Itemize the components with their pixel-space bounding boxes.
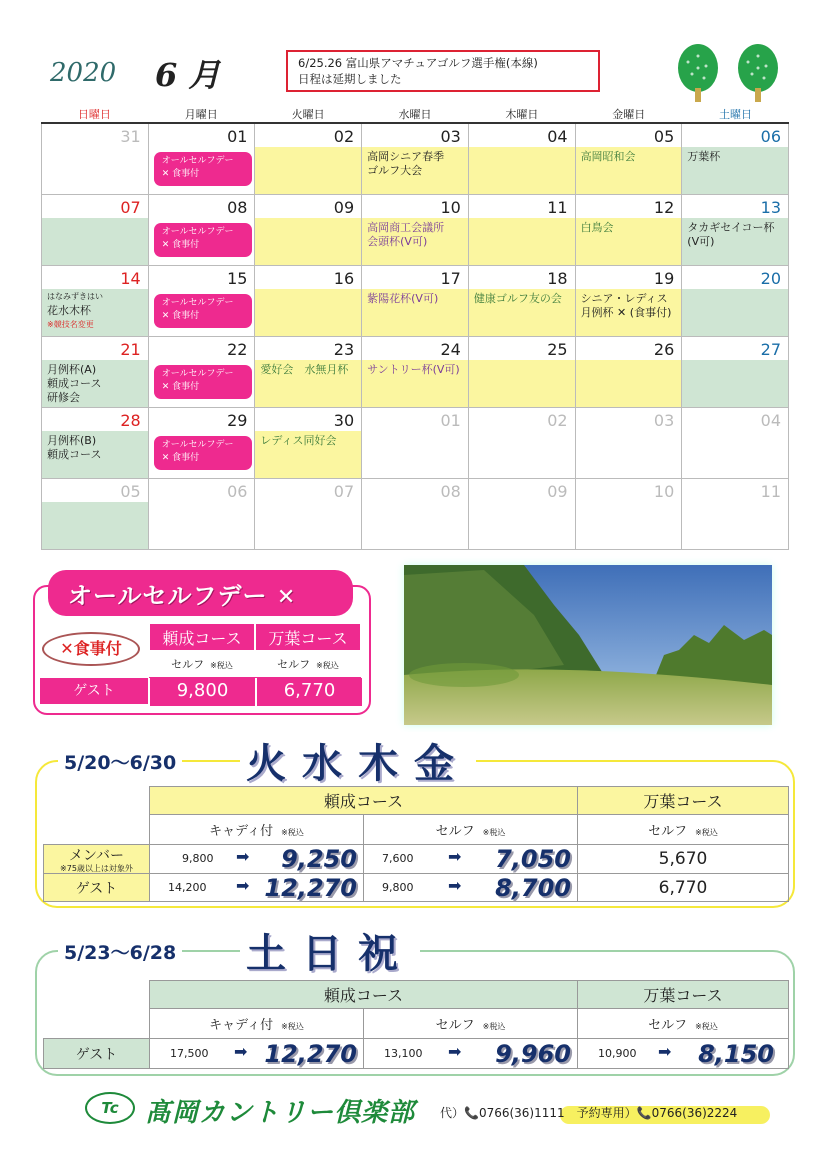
calendar-day [576,124,683,195]
guest-self-price: 9,800 ➡ 8,700 [364,874,578,902]
day-event [581,292,679,320]
calendar-day [469,408,576,479]
weekend-self-price: 13,100 ➡ 9,960 [364,1039,578,1069]
year: 2020 [50,58,117,88]
allself-day-pill [154,152,252,186]
weekday-header [41,106,789,124]
guest-caddie-price: 14,200 ➡ 12,270 [150,874,364,902]
meal-badge: ✕食事付 [42,632,140,666]
day-event [47,290,145,332]
dow-label: 木曜日 [505,108,539,121]
calendar-day [362,408,469,479]
calendar-day [362,479,469,550]
arrow-right-icon: ➡ [448,847,462,866]
pill-line-1: オールセルフデー [161,298,234,308]
member-manyo-price: 5,670 [578,845,789,874]
day-band [682,289,788,336]
club-name: 髙岡カントリー倶楽部 [145,1098,416,1128]
weekend-manyo-price: 10,900 ➡ 8,150 [578,1039,789,1069]
event-name: サントリー杯(V可) [367,363,460,376]
day-number: 03 [440,127,461,146]
allself-col-1: 頼成コース [149,623,255,651]
weekend-price-table [43,980,789,1069]
day-number: 11 [760,482,781,501]
dow-label: 火曜日 [291,108,325,121]
calendar-day [255,337,362,408]
day-number: 08 [440,482,461,501]
allself-day-pill [154,365,252,399]
event-name: 紫陽花杯(V可) [367,292,439,305]
allself-guest-row [40,678,362,706]
event-name: 愛好会 水無月杯 [260,363,349,376]
allself-day-pill [154,223,252,257]
calendar-day [362,124,469,195]
notice-box [286,50,600,92]
day-band [682,360,788,407]
event-name: 月例杯(B) 頼成コース [47,434,102,461]
weekday-caddie: キャディ付 ※税込 [150,815,364,845]
divider [208,760,232,762]
day-number: 25 [547,340,568,359]
calendar-day [469,124,576,195]
calendar-day [576,266,683,337]
calendar-day [42,337,149,408]
calendar-day [255,479,362,550]
day-number: 07 [333,482,355,501]
divider [208,950,232,952]
dow-label: 水曜日 [398,108,432,121]
day-number: 23 [333,340,355,359]
pill-line-2: ✕ 食事付 [161,453,200,463]
event-name: 月例杯(A) 頼成コース 研修会 [47,363,102,404]
calendar-day [149,408,256,479]
guest-label: ゲスト [44,874,150,902]
calendar-day [255,195,362,266]
calendar-day [42,195,149,266]
arrow-right-icon: ➡ [234,1042,248,1061]
weekend-days: 土日祝 [240,922,420,979]
allself-title [48,570,353,616]
event-name: 高岡シニア春季 ゴルフ大会 [367,150,445,177]
calendar-day [255,124,362,195]
calendar-grid [41,124,789,550]
day-band [42,502,148,549]
day-number: 10 [653,482,675,501]
allself-day-pill [154,294,252,328]
calendar-day [576,408,683,479]
day-number: 05 [653,127,675,146]
member-caddie-price: 9,800 ➡ 9,250 [150,845,364,874]
day-number: 09 [333,198,355,217]
calendar-day [682,266,789,337]
calendar-day [576,195,683,266]
dow-label: 金曜日 [612,108,646,121]
allself-col-2: 万葉コース [255,623,361,651]
event-note: ※競技名変更 [47,320,94,329]
day-event [260,434,358,448]
calendar-day [149,337,256,408]
event-name: 万葉杯 [687,150,721,163]
golf-course-photo [404,565,772,725]
calendar-day [362,195,469,266]
fork-knife-icon: ✕ [276,585,297,610]
calendar-day [255,408,362,479]
day-number: 29 [227,411,248,430]
pill-line-2: ✕ 食事付 [161,240,200,250]
member-self-price: 7,600 ➡ 7,050 [364,845,578,874]
day-event [367,292,465,306]
day-number: 04 [760,411,781,430]
day-number: 01 [440,411,461,430]
day-event [260,363,358,377]
weekend-manyo-self: セルフ ※税込 [578,1009,789,1039]
arrow-right-icon: ➡ [236,876,250,895]
calendar-day [469,479,576,550]
calendar-day [576,479,683,550]
pill-line-1: オールセルフデー [161,156,234,166]
arrow-right-icon: ➡ [448,1042,462,1061]
calendar-day [682,195,789,266]
day-band [255,147,361,194]
day-number: 13 [760,198,781,217]
pill-line-2: ✕ 食事付 [161,311,200,321]
calendar [41,106,789,550]
day-number: 26 [653,340,675,359]
weekday-manyo-self: セルフ ※税込 [578,815,789,845]
day-event [687,221,785,249]
calendar-day [42,408,149,479]
day-band [576,360,682,407]
weekend-self: セルフ ※税込 [364,1009,578,1039]
day-number: 02 [333,127,355,146]
day-band [42,218,148,265]
contact-info: 代）📞0766(36)1111 予約専用）📞0766(36)2224 [440,1106,738,1120]
calendar-day [469,266,576,337]
calendar-day [42,479,149,550]
weekday-period: 5/20～6/30 [58,748,182,775]
day-number: 05 [120,482,141,501]
day-number: 08 [227,198,248,217]
weekday-days: 火水木金 [240,732,476,789]
event-name: タカギセイコー杯 (V可) [687,221,775,248]
day-band [255,218,361,265]
weekend-guest-label: ゲスト [44,1039,150,1069]
weekend-course-1: 頼成コース [150,981,578,1009]
event-name: 高岡商工会議所 会頭杯(V可) [367,221,445,248]
day-number: 02 [547,411,568,430]
day-number: 17 [440,269,461,288]
calendar-day [682,124,789,195]
event-name: 白鳥会 [580,221,614,234]
allself-price-1: 9,800 [148,678,255,706]
weekend-caddie: キャディ付 ※税込 [150,1009,364,1039]
day-number: 10 [440,198,461,217]
day-band [469,147,575,194]
event-name: 健康ゴルフ友の会 [473,292,562,305]
pill-line-2: ✕ 食事付 [161,169,200,179]
day-number: 31 [120,127,141,146]
arrow-right-icon: ➡ [236,847,250,866]
member-label: メンバー ※75歳以上は対象外 [44,845,150,874]
day-number: 06 [227,482,248,501]
calendar-day [682,479,789,550]
allself-price-2: 6,770 [255,678,362,706]
month: 6 月 [155,56,221,94]
day-event [581,150,679,164]
guest-manyo-price: 6,770 [578,874,789,902]
calendar-day [149,124,256,195]
allself-table [148,622,362,678]
day-number: 11 [547,198,568,217]
day-band [255,289,361,336]
day-number: 01 [227,127,248,146]
event-name: 高岡昭和会 [580,150,636,163]
weekday-self: セルフ ※税込 [364,815,578,845]
calendar-day [42,124,149,195]
day-number: 04 [547,127,568,146]
tree-icon [676,42,720,104]
allself-title-text: オールセルフデー [68,582,268,610]
tree-icon [736,42,780,104]
arrow-right-icon: ➡ [448,876,462,895]
allself-self-2: セルフ ※税込 [255,651,361,677]
day-number: 16 [333,269,355,288]
calendar-day [255,266,362,337]
event-name: 花水木杯 [47,304,91,317]
day-number: 15 [227,269,248,288]
calendar-day [469,195,576,266]
day-number: 09 [547,482,568,501]
calendar-day [362,266,469,337]
day-event [474,292,572,306]
day-number: 30 [333,411,355,430]
weekday-course-1: 頼成コース [150,787,578,815]
calendar-day [469,337,576,408]
pill-line-1: オールセルフデー [161,440,234,450]
arrow-right-icon: ➡ [658,1042,672,1061]
day-number: 18 [547,269,568,288]
dow-label: 月曜日 [184,108,218,121]
club-logo: Tc [85,1092,135,1124]
allself-self-1: セルフ ※税込 [149,651,255,677]
calendar-day [362,337,469,408]
day-event [47,363,145,405]
event-name: レディス同好会 [260,434,337,447]
day-number: 19 [653,269,675,288]
dow-label: 土曜日 [719,108,753,121]
event-reading: はなみずきはい [47,292,103,301]
day-number: 03 [653,411,675,430]
calendar-day [682,337,789,408]
day-number: 24 [440,340,461,359]
day-number: 12 [653,198,675,217]
day-number: 06 [760,127,781,146]
day-number: 14 [120,269,141,288]
calendar-day [149,266,256,337]
weekend-period: 5/23～6/28 [58,938,182,965]
calendar-day [42,266,149,337]
day-band [469,360,575,407]
day-event [367,150,465,178]
pill-line-1: オールセルフデー [161,369,234,379]
day-event [687,150,785,164]
calendar-day [682,408,789,479]
weekday-price-table [43,786,789,902]
weekday-course-2: 万葉コース [578,787,789,815]
day-number: 07 [120,198,141,217]
allself-guest-label: ゲスト [40,678,148,704]
day-event [367,221,465,249]
day-event [367,363,465,377]
pill-line-2: ✕ 食事付 [161,382,200,392]
notice-line-2: 日程は延期しました [298,72,402,86]
day-event [47,434,145,462]
dow-label: 日曜日 [77,108,111,121]
notice-line-1: 6/25.26 富山県アマチュアゴルフ選手権(本線) [298,56,538,70]
weekend-course-2: 万葉コース [578,981,789,1009]
day-number: 22 [227,340,248,359]
calendar-day [149,479,256,550]
pill-line-1: オールセルフデー [161,227,234,237]
calendar-day [149,195,256,266]
day-band [469,218,575,265]
allself-day-pill [154,436,252,470]
day-number: 21 [120,340,141,359]
event-name: シニア・レディス 月例杯 ✕ (食事付) [580,292,672,319]
day-number: 20 [760,269,781,288]
calendar-day [576,337,683,408]
day-number: 27 [760,340,781,359]
day-number: 28 [120,411,141,430]
weekend-caddie-price: 17,500 ➡ 12,270 [150,1039,364,1069]
day-event [581,221,679,235]
